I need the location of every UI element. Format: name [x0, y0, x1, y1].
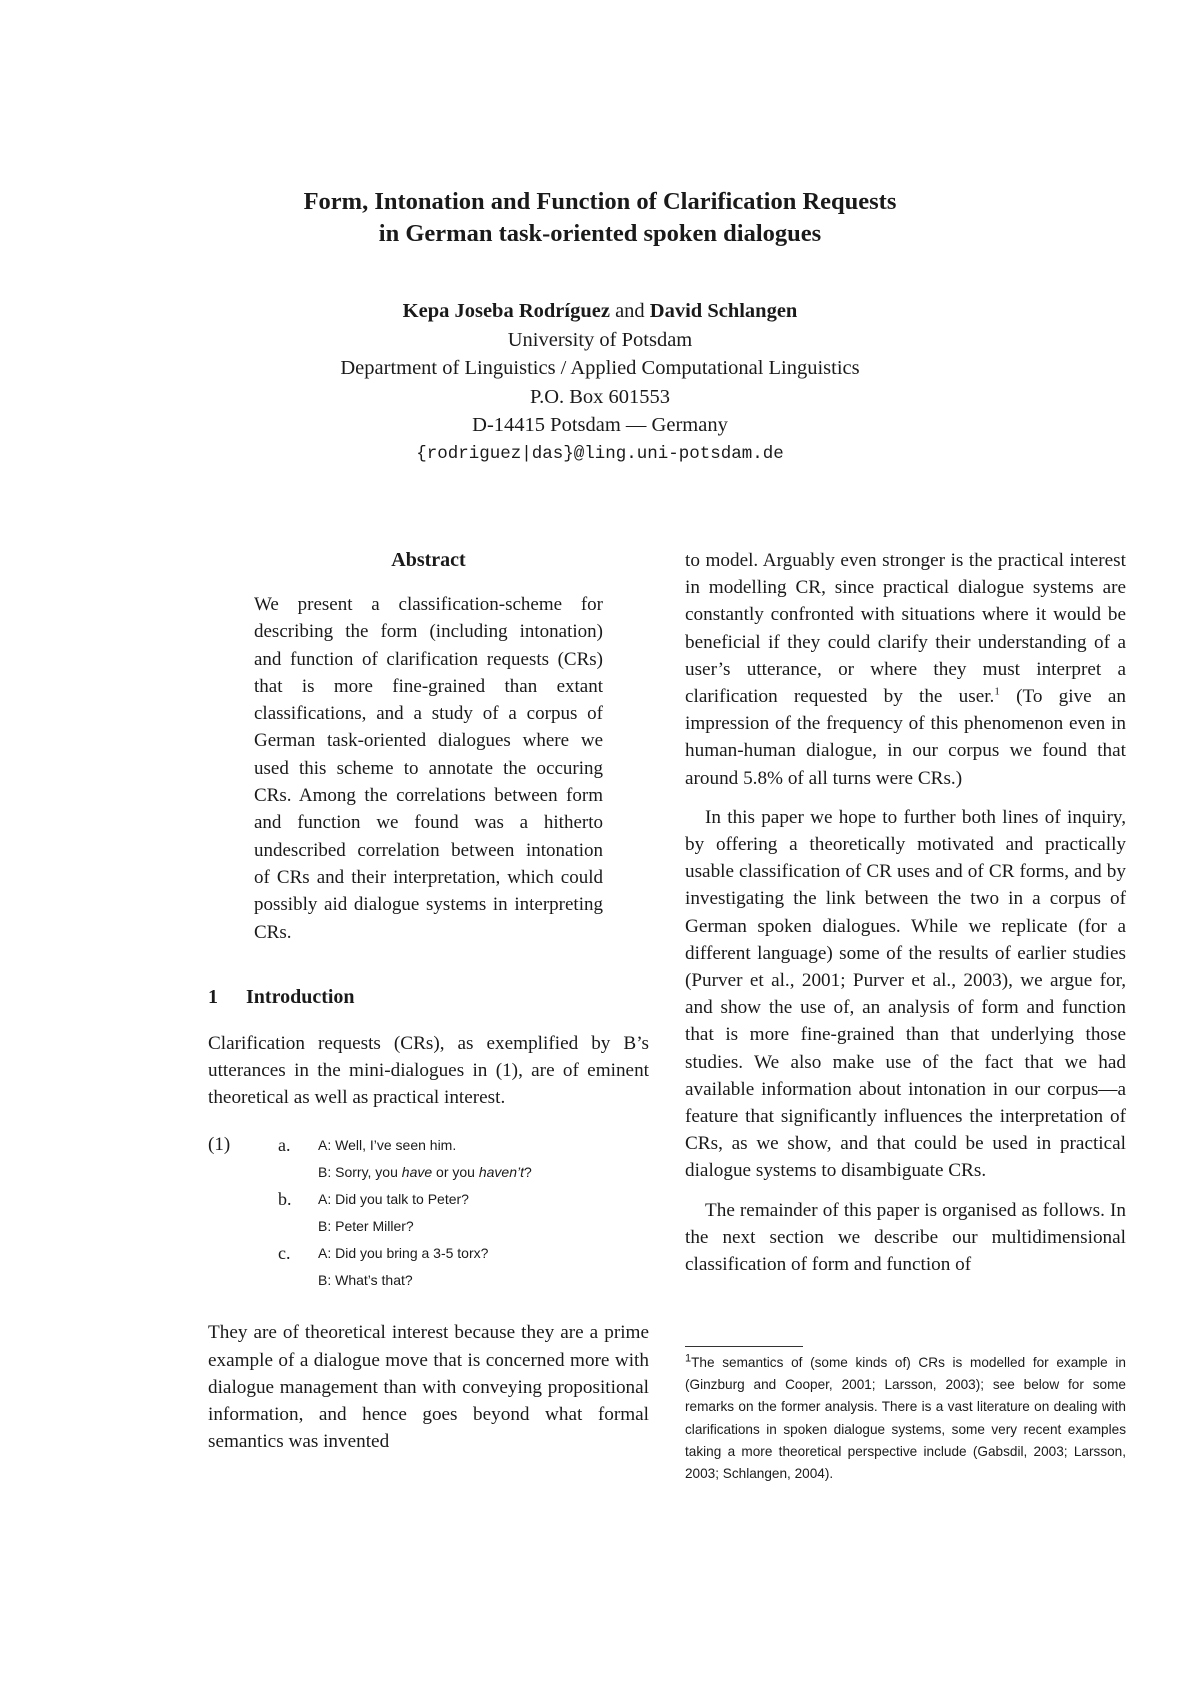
left-column — [208, 547, 649, 1455]
example-turn-a: A: Did you talk to Peter? — [318, 1191, 469, 1208]
abstract-heading: Abstract — [391, 549, 466, 571]
affiliation-department: Department of Linguistics / Applied Computational Linguistics — [340, 357, 860, 379]
example-row — [208, 1133, 649, 1160]
footnote-number: 1 — [685, 1352, 692, 1365]
right-column — [685, 547, 1126, 1278]
example-turn-a: A: Well, I’ve seen him. — [318, 1137, 457, 1154]
footnote-marker: 1 — [994, 685, 1000, 698]
author-conjunction: and — [615, 300, 645, 322]
affiliation-pobox: P.O. Box 601553 — [529, 385, 671, 408]
author-names — [0, 297, 1200, 326]
example-number: (1) — [208, 1134, 231, 1156]
example-1 — [208, 1133, 649, 1295]
author-block — [0, 297, 1200, 468]
footnote — [685, 1352, 1126, 1485]
example-turn-b: B: What’s that? — [318, 1272, 413, 1289]
author-1: Kepa Joseba Rodríguez — [402, 300, 610, 322]
footnote-text: The semantics of (some kinds of) CRs is modelled for example in (Ginzburg and Cooper, 2001; Larsson, 2003); see below for some remarks on the former analysis. There is a vast literature on dealing with clarifications in spoken dialogue systems, some very recent examples taking a more theoretical perspective include (Gabsdil, 2003; Larsson, 2003; Schlangen, 2004). — [685, 1355, 1126, 1482]
title-line-1: Form, Intonation and Function of Clarification Requests — [303, 188, 897, 215]
example-row — [208, 1241, 649, 1268]
right-paragraph-3: The remainder of this paper is organised as follows. In the next section we describe our multidimensional classification of form and function of — [685, 1199, 1126, 1276]
example-row — [208, 1214, 649, 1241]
intro-paragraph-2: They are of theoretical interest because they are a prime example of a dialogue move that is concerned more with dialogue management than with conveying propositional information, and hence goes beyond what formal semantics was invented — [208, 1322, 649, 1453]
affiliation-university: University of Potsdam — [507, 328, 693, 351]
example-turn-b: B: Sorry, you have or you haven’t? — [318, 1164, 532, 1181]
author-2: David Schlangen — [649, 300, 798, 322]
footnote-rule — [685, 1346, 803, 1347]
intro-paragraph-1: Clarification requests (CRs), as exemplified by B’s utterances in the mini-dialogues in (1), are of eminent theoretical as well as practical interest. — [208, 1032, 649, 1109]
example-turn-a: A: Did you bring a 3-5 torx? — [318, 1245, 489, 1262]
abstract-text: We present a classification-scheme for describing the form (including intonation) and function of clarification requests (CRs) that is more fine-grained than extant classifications, and a study of a corpus of German task-oriented dialogues where we used this scheme to annotate the occuring CRs. Among the correlations between form and function we found was a hitherto undescribed correlation between intonation of CRs and their interpretation, which could possibly aid dialogue systems in interpreting CRs. — [254, 594, 603, 943]
right-paragraph-1: to model. Arguably even stronger is the practical interest in modelling CR, since practical dialogue systems are constantly confronted with situations where it would be beneficial if they could clarify their understanding of a user’s utterance, or where they must interpret a clarification requested by the user.$^1$ (To give an impression of the frequency of this phenomenon even in human-human dialogue, in our corpus we found that around 5.8% of all turns were CRs.) — [685, 550, 1126, 789]
section-heading — [208, 984, 649, 1010]
affiliation-city: D-14415 Potsdam — Germany — [472, 414, 728, 436]
author-email: {rodriguez|das}@ling.uni-potsdam.de — [416, 443, 784, 464]
paper-title — [0, 186, 1200, 250]
example-row — [208, 1187, 649, 1214]
title-line-2: in German task-oriented spoken dialogues — [378, 220, 822, 247]
example-row — [208, 1160, 649, 1187]
example-row — [208, 1268, 649, 1295]
example-letter: a. — [278, 1135, 291, 1156]
right-paragraph-2: In this paper we hope to further both lines of inquiry, by offering a theoretically motivated and practically usable classification of CR uses and of CR forms, and by investigating the link between the two in a corpus of German spoken dialogues. While we replicate (for a different language) some of the results of earlier studies (Purver et al., 2001; Purver et al., 2003), we argue for, and show the use of, an analysis of form and function that is more fine-grained than that underlying those studies. We also make use of the fact that we had available information about intonation in our corpus—a feature that significantly influences the interpretation of CRs, as we show, and that could be used in practical dialogue systems to disambiguate CRs. — [685, 806, 1126, 1182]
section-number: 1 — [208, 985, 218, 1008]
example-letter: b. — [278, 1189, 292, 1210]
section-title: Introduction — [246, 985, 355, 1008]
example-letter: c. — [278, 1243, 291, 1264]
example-turn-b: B: Peter Miller? — [318, 1218, 414, 1235]
